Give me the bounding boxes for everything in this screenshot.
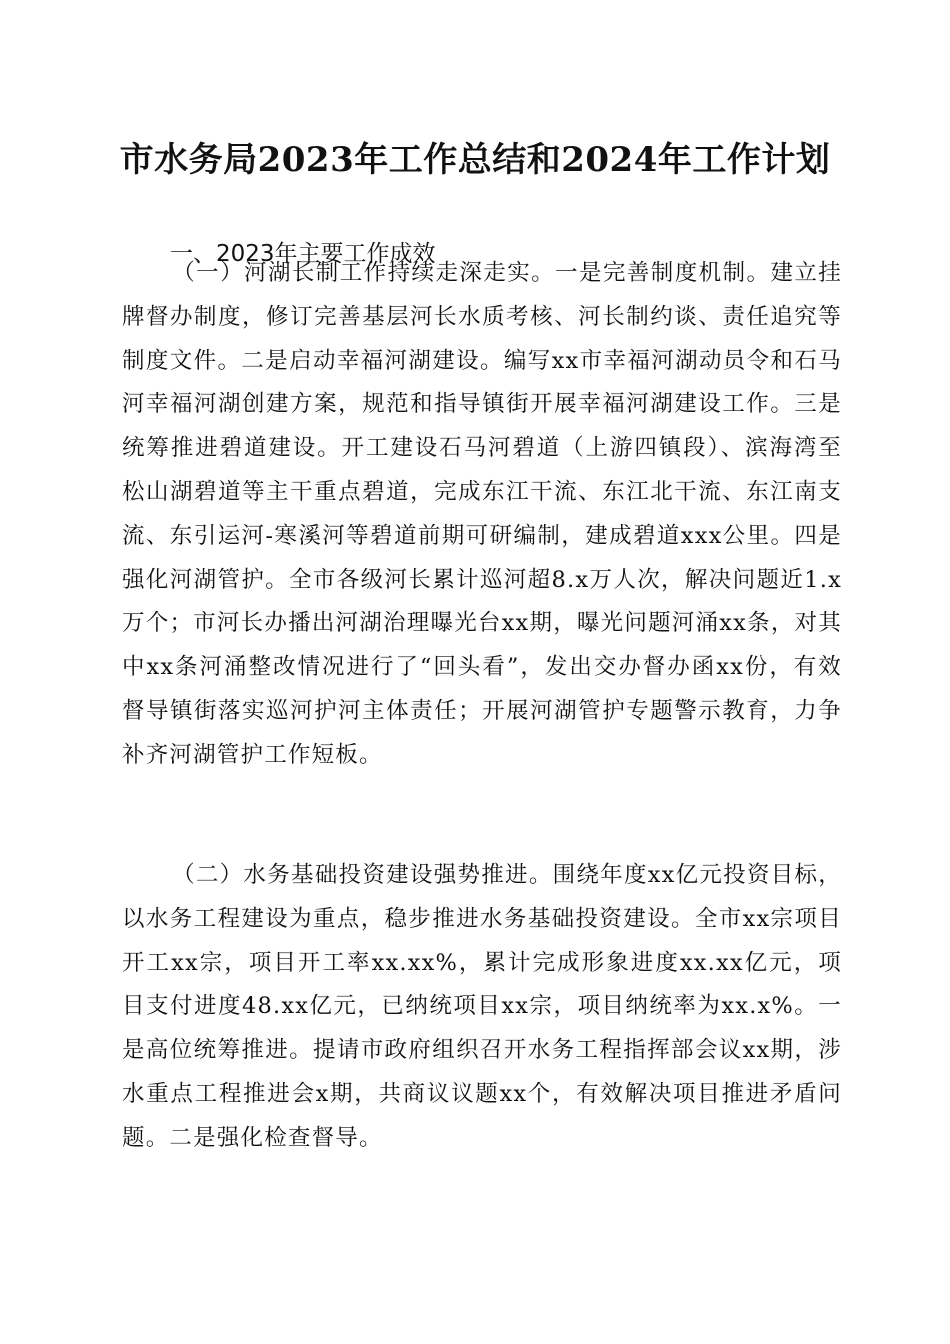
section-heading: 一、2023年主要工作成效	[170, 241, 436, 267]
paragraph-2-text	[122, 854, 842, 1161]
document-title: 市水务局2023年工作总结和2024年工作计划	[119, 140, 831, 180]
paragraph-1-body: 一是完善制度机制。建立挂牌督办制度，修订完善基层河长水质考核、河长制约谈、责任追究等制度文件。二是启动幸福河湖建设。编写xx市幸福河湖动员令和石马河幸福河湖创建方案，规范和指导镇街开展幸福河湖建设工作。三是统筹推进碧道建设。开工建设石马河碧道（上游四镇段）、滨海湾至松山湖碧道等主干重点碧道，完成东江干流、东江北干流、东江南支流、东引运河-寒溪河等碧道前期可研编制，建成碧道xxx公里。四是强化河湖管护。全市各级河长累计巡河超8.x万人次，解决问题近1.x万个；市河长办播出河湖治理曝光台xx期，曝光问题河涌xx条，对其中xx条河涌整改情况进行了“回头看”，发出交办督办函xx份，有效督导镇街落实巡河护河主体责任；开展河湖管护专题警示教育，力争补齐河湖管护工作短板。	[122, 260, 843, 768]
paragraph-2-body: 围绕年度xx亿元投资目标，以水务工程建设为重点，稳步推进水务基础投资建设。全市xx宗项目开工xx宗，项目开工率xx.xx%，累计完成形象进度xx.xx亿元，项目支付进度48.xx亿元，已纳统项目xx宗，项目纳统率为xx.x%。一是高位统筹推进。提请市政府组织召开水务工程指挥部会议xx期，涉水重点工程推进会x期，共商议议题xx个，有效解决项目推进矛盾问题。二是强化检查督导。	[122, 862, 842, 1151]
paragraph-2-lead: （二）水务基础投资建设强势推进。	[172, 862, 553, 888]
paragraph-1-text	[122, 252, 842, 778]
paragraph-1-lead: （一）河湖长制工作持续走深走实。	[172, 260, 556, 286]
